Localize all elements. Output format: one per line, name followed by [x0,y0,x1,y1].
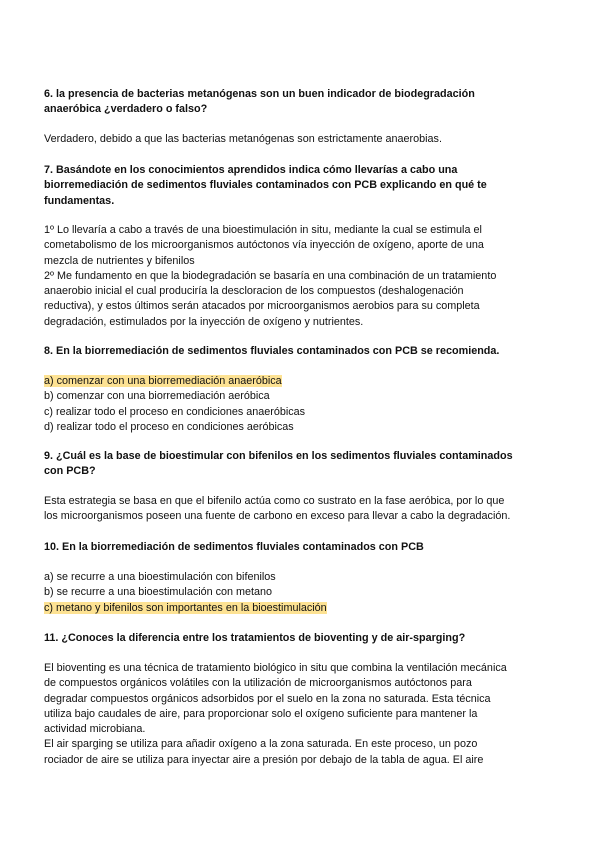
question-6-line: 6. la presencia de bacterias metanógenas son un buen indicador de biodegradación [44,88,475,100]
question-10-text: 10. En la biorremediación de sedimentos fluviales contaminados con PCB [44,541,424,553]
answer-7-line: degradación, estimulados por la inyección de oxígeno y nutrientes. [44,315,364,328]
answer-11 [44,661,544,768]
question-7-line: fundamentas. [44,194,115,207]
option-8b: b) comenzar con una biorremediación aeróbica [44,390,270,403]
answer-11-line: El air sparging se utiliza para añadir oxígeno a la zona saturada. En este proceso, un pozo [44,738,478,751]
question-6 [44,87,544,118]
question-9-line: 9. ¿Cuál es la base de bioestimular con bifenilos en los sedimentos fluviales contaminados [44,450,513,462]
answer-11-line: El bioventing es una técnica de tratamiento biológico in situ que combina la ventilación mecánica [44,662,507,674]
answer-6 [44,132,544,147]
answer-11-line: de compuestos orgánicos volátiles con la utilización de microorganismos autóctonos para [44,677,472,690]
question-11-text: 11. ¿Conoces la diferencia entre los tratamientos de bioventing y de air-sparging? [44,632,466,644]
question-6-line: anaeróbica ¿verdadero o falso? [44,103,208,116]
options-8 [44,374,544,435]
option-10b: b) se recurre a una bioestimulación con metano [44,586,273,599]
question-8-text: 8. En la biorremediación de sedimentos fluviales contaminados con PCB se recomienda. [44,345,500,357]
answer-11-line: degradar compuestos orgánicos adsorbidos por el suelo en la zona no saturada. Esta técnica [44,692,491,705]
question-9-line: con PCB? [44,465,96,478]
question-8 [44,344,544,359]
answer-7-line: 1º Lo llevaría a cabo a través de una bioestimulación in situ, mediante la cual se estimula el [44,224,482,236]
option-8a-highlighted: a) comenzar con una biorremediación anaeróbica [44,375,282,387]
answer-7 [44,223,544,330]
question-7 [44,163,544,209]
answer-7-line: mezcla de nutrientes y bifenilos [44,254,195,267]
answer-6-text: Verdadero, debido a que las bacterias metanógenas son estrictamente anaerobias. [44,133,442,145]
answer-9-line: los microorganismos poseen una fuente de carbono en exceso para llevar a cabo la degradación. [44,510,511,523]
answer-9-line: Esta estrategia se basa en que el bifenilo actúa como co sustrato en la fase aeróbica, por lo que [44,495,505,507]
answer-7-line: cometabolismo de los microorganismos autóctonos vía inyección de oxígeno, aporte de una [44,239,484,252]
question-9 [44,449,544,480]
answer-11-line: utiliza bajo caudales de aire, para proporcionar solo el oxígeno suficiente para mantener la [44,707,478,720]
option-10c-highlighted: c) metano y bifenilos son importantes en la bioestimulación [44,601,327,614]
option-10a: a) se recurre a una bioestimulación con bifenilos [44,571,276,583]
option-8c: c) realizar todo el proceso en condiciones anaeróbicas [44,405,306,418]
answer-9 [44,494,544,525]
question-10 [44,540,544,555]
answer-11-line: actividad microbiana. [44,723,146,736]
option-8d: d) realizar todo el proceso en condiciones aeróbicas [44,420,294,433]
answer-7-line: anaerobio inicial el cual produciría la descloracion de los compuestos (deshalogenación [44,285,464,298]
question-7-line: 7. Basándote en los conocimientos aprendidos indica cómo llevarías a cabo una [44,164,458,176]
options-10 [44,570,544,616]
question-7-line: biorremediación de sedimentos fluviales contaminados con PCB explicando en qué te [44,179,487,192]
answer-7-line: 2º Me fundamento en que la biodegradación se basaría en una combinación de un tratamiento [44,269,497,282]
answer-7-line: reductiva), y estos últimos serán atacados por microorganismos aerobios para su completa [44,300,480,313]
answer-11-line: rociador de aire se utiliza para inyectar aire a presión por debajo de la tabla de agua. El aire [44,753,484,766]
question-11 [44,631,544,646]
